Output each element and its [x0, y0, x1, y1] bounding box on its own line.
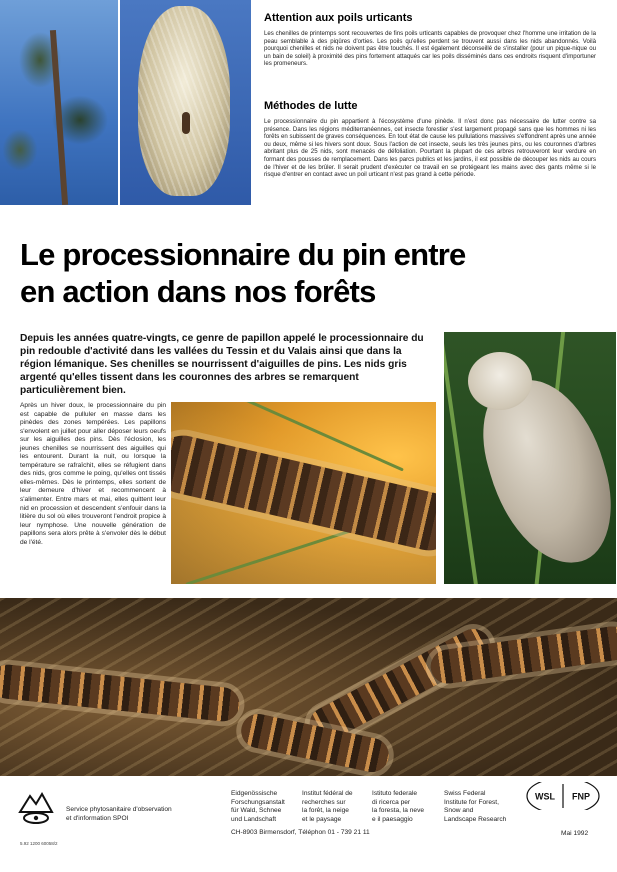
body-paragraph: Après un hiver doux, le processionnaire du pin est capable de pulluler en masse dans les pinèdes des zones tempérées. Les papillons s'envolent en juillet pour aller déposer leurs oeufs sur les aiguilles des pins. Dès l'éclosion, les jeunes chenilles se nourrissent des aiguilles qui les entourent. Durant la nuit, ou lorsque la température se rafraîchit, elles se réfugient dans des nids, gros comme le poing, qu'elles ont tissés elles-mêmes. Dès le printemps, elles sortent de leur demeure d'hiver et recommencent à s'alimenter. Entre mars et mai, elles quittent leur nid en procession et descendent s'enfouir dans la litière du sol où elles trouveront l'endroit propice à leur nymphose. Une nouvelle génération de papillons sera alors prête à s'envoler dès le début de l'été.: [20, 402, 166, 546]
print-code: 5.92 1200 60058/2: [20, 841, 58, 846]
caterpillar-closeup-photo: [171, 402, 436, 584]
procession-caterpillar: [0, 663, 241, 723]
institute-it-line: la foresta, la neve: [372, 807, 425, 815]
caterpillar-nest-photo: [120, 0, 251, 205]
wsl-fnp-logo-icon: [523, 782, 603, 810]
lead-paragraph: Depuis les années quatre-vingts, ce genre de papillon appelé le processionnaire du pin redouble d'activité dans les vallées du Tessin et du Valais ainsi que dans la région lémanique. Ses chenilles se nourrissent d'aiguilles de pins. Les nids gris argenté qu'elles tissent dans les couronnes des arbres se remarquent particulièrement bien.: [20, 333, 424, 396]
wsl-logo-text: WSL: [535, 791, 555, 802]
caterpillar-body: [171, 430, 436, 556]
silk-nest: [138, 6, 230, 196]
moth-photo: [444, 332, 616, 584]
institute-de-line: Forschungsanstalt: [231, 798, 285, 806]
institute-fr-line: recherches sur: [302, 798, 346, 806]
institute-de-line: für Wald, Schnee: [231, 807, 282, 815]
institute-fr-line: la forêt, la neige: [302, 807, 349, 815]
publication-date: Mai 1992: [561, 830, 589, 837]
institute-en-line: Snow and: [444, 807, 474, 815]
institute-name-german: [231, 790, 285, 824]
page-title: [20, 236, 600, 310]
page-title-line-2: en action dans nos forêts: [20, 274, 376, 309]
procession-caterpillar: [429, 624, 617, 686]
institute-name-italian: [372, 790, 424, 824]
control-methods-text: Le processionnaire du pin appartient à l'écosystème d'une pinède. Il n'est donc pas nécessaire de lutter contre sa présence. Dans les régions méditerranéennes, cet insecte forestier s'est largement propagé sans que les hommes ni les forêts en subissent de graves conséquences. En tout état de cause les pullulations massives s'effondrent après une année ou deux, même si les hivers sont doux. Sous l'action de cet insecte, seuls les très jeunes pins, ou les couronnes d'arbres abritant plus de 25 nids, sont menacés de défoliation. Pourtant la plupart de ces arbres retrouveront leur verdure en formant des pousses de remplacement. Dans les parcs publics et les jardins, il est possible de découper les nids au cours de l'hiver et de les brûler. Il serait prudent d'exécuter ce travail en se protégeant les mains avec des gants même si le risque d'entrer en contact avec un poil urticant n'est pas grand à cette période.: [264, 118, 596, 179]
fnp-logo-text: FNP: [572, 791, 590, 802]
procession-caterpillar: [304, 623, 497, 747]
agency-name: [66, 806, 216, 823]
institute-en-line: Institute for Forest,: [444, 798, 499, 806]
nest-caterpillar: [182, 112, 190, 134]
pine-trunk: [50, 30, 68, 205]
institute-it-line: e il paesaggio: [372, 815, 413, 823]
institute-en-line: Swiss Federal: [444, 790, 486, 797]
institute-de-line: und Landschaft: [231, 815, 277, 823]
pine-tree-photo: [0, 0, 118, 205]
agency-line-2: et d'information SPOI: [66, 814, 129, 822]
control-methods-heading: Méthodes de lutte: [264, 100, 358, 112]
stinging-hairs-text: Les chenilles de printemps sont recouvertes de fins poils urticants capables de provoquer chez l'homme une irritation de la peau semblable à des piqûres d'orties. Les poils qu'elles perdent se trouvent aussi dans les nids abandonnés. Voilà pourquoi chenilles et nids ne doivent pas être touchés. Il est également déconseillé de s'installer (pour un pique-nique ou un bain de soleil) à proximité des pins fortement attaqués car les poils disséminés dans ces endroits risquent d'importuner les promeneurs.: [264, 30, 596, 68]
institute-en-line: Landscape Research: [444, 815, 507, 823]
postal-address: CH-8903 Birmensdorf, Téléphon 01 - 739 21 11: [231, 829, 370, 836]
spoi-logo-icon: [18, 788, 54, 826]
institute-name-english: [444, 790, 506, 824]
institute-it-line: Istituto federale: [372, 790, 418, 797]
page-title-line-1: Le processionnaire du pin entre: [20, 237, 466, 272]
institute-fr-line: et le paysage: [302, 815, 342, 823]
institute-it-line: di ricerca per: [372, 798, 411, 806]
institute-de-line: Eidgenössische: [231, 790, 278, 797]
institute-name-french: [302, 790, 353, 824]
stinging-hairs-heading: Attention aux poils urticants: [264, 12, 413, 24]
caterpillar-procession-photo: [0, 598, 617, 776]
institute-fr-line: Institut fédéral de: [302, 790, 353, 797]
agency-line-1: Service phytosanitaire d'observation: [66, 806, 172, 813]
moth-head: [468, 352, 532, 410]
